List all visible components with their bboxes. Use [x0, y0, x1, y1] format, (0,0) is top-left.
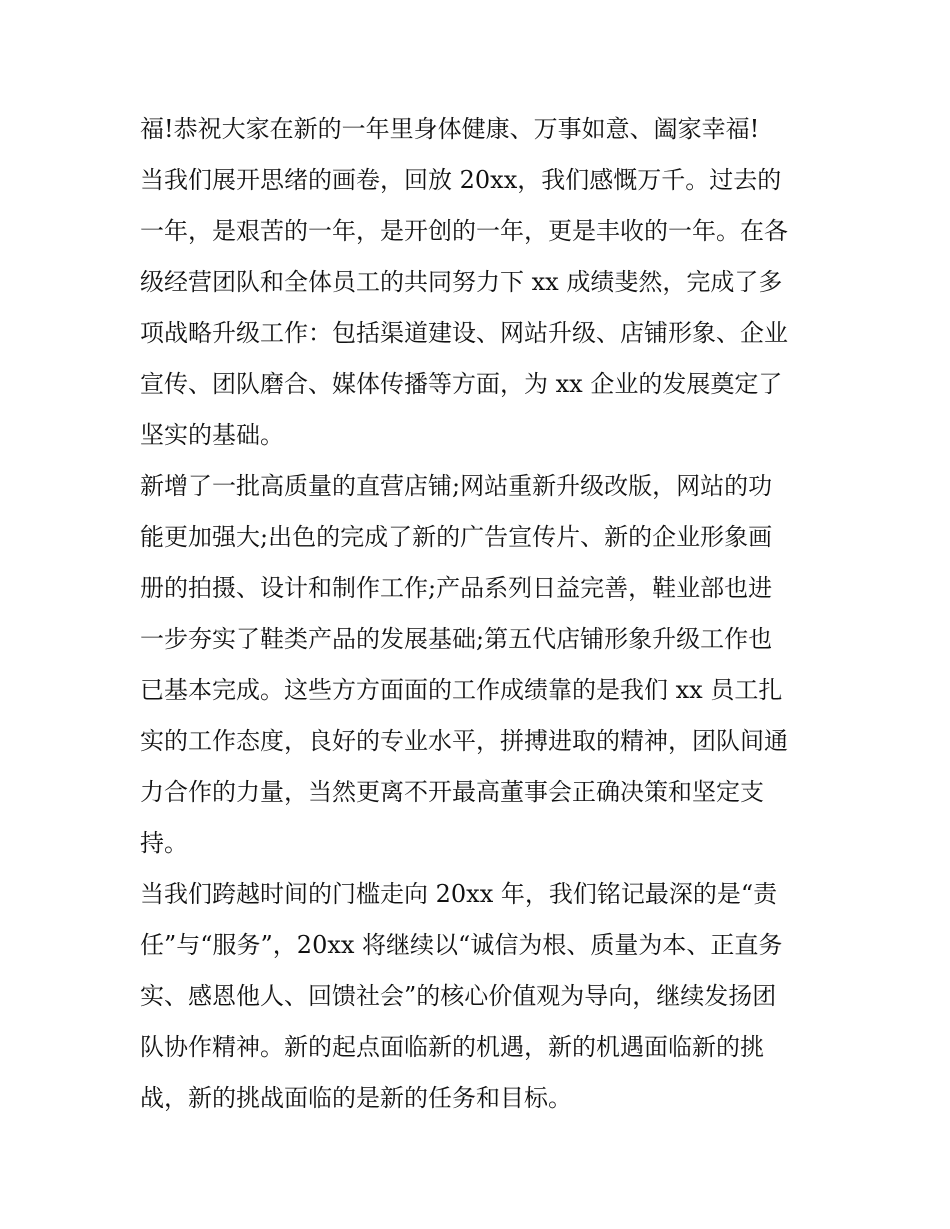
text-line: 任”与“服务”，20xx 将继续以“诚信为根、质量为本、正直务	[140, 931, 783, 959]
text-line: 福!恭祝大家在新的一年里身体健康、万事如意、阖家幸福!	[140, 115, 760, 143]
text-line: 项战略升级工作：包括渠道建设、网站升级、店铺形象、企业	[140, 319, 788, 347]
text-line: 已基本完成。这些方方面面的工作成绩靠的是我们 xx 员工扎	[140, 676, 783, 704]
text-line: 能更加强大;出色的完成了新的广告宣传片、新的企业形象画	[140, 523, 773, 551]
body-text	[140, 104, 812, 1124]
text-line: 实的工作态度，良好的专业水平，拼搏进取的精神，团队间通	[140, 727, 788, 755]
text-line: 新增了一批高质量的直营店铺;网站重新升级改版，网站的功	[140, 472, 773, 500]
text-line: 战，新的挑战面临的是新的任务和目标。	[140, 1084, 572, 1112]
text-line: 实、感恩他人、回馈社会”的核心价值观为导向，继续发扬团	[140, 982, 777, 1010]
text-line: 队协作精神。新的起点面临新的机遇，新的机遇面临新的挑	[140, 1033, 764, 1061]
text-line: 坚实的基础。	[140, 421, 284, 449]
text-line: 册的拍摄、设计和制作工作;产品系列日益完善，鞋业部也进	[140, 574, 773, 602]
text-line: 当我们展开思绪的画卷，回放 20xx，我们感慨万千。过去的	[140, 166, 782, 194]
text-line: 宣传、团队磨合、媒体传播等方面，为 xx 企业的发展奠定了	[140, 370, 783, 398]
text-line: 一步夯实了鞋类产品的发展基础;第五代店铺形象升级工作也	[140, 625, 773, 653]
text-line: 持。	[140, 829, 188, 857]
text-line: 当我们跨越时间的门槛走向 20xx 年，我们铭记最深的是“责	[140, 880, 778, 908]
text-line: 级经营团队和全体员工的共同努力下 xx 成绩斐然，完成了多	[140, 268, 783, 296]
text-line: 力合作的力量，当然更离不开最高董事会正确决策和坚定支	[140, 778, 764, 806]
text-line: 一年，是艰苦的一年，是开创的一年，更是丰收的一年。在各	[140, 217, 788, 245]
